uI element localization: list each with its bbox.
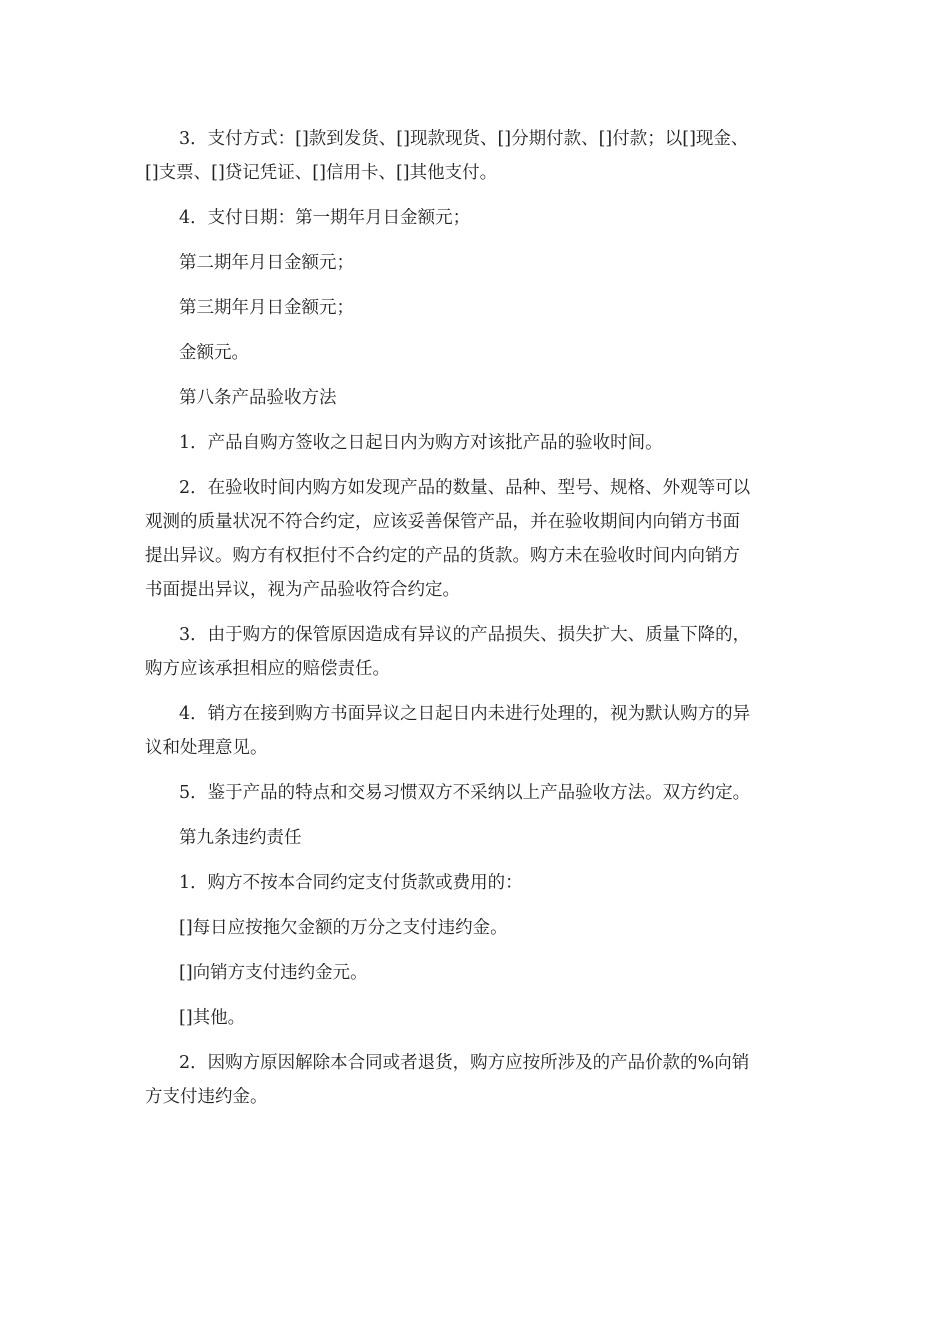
text-line: []其他。 [179,1008,246,1028]
text-line: 2．在验收时间内购方如发现产品的数量、品种、型号、规格、外观等可以 [179,478,751,498]
text-line: 1．产品自购方签收之日起日内为购方对该批产品的验收时间。 [179,433,663,453]
document-body [145,122,815,1125]
paragraph-inspection-objection [145,471,815,607]
text-line: 3．支付方式：[]款到发货、[]现款现货、[]分期付款、[]付款；以[]现金、 [179,129,749,149]
paragraph-buyer-default [145,866,815,900]
text-line: []支票、[]贷记凭证、[]信用卡、[]其他支付。 [145,163,498,183]
text-line: 议和处理意见。 [145,738,268,758]
option-daily-penalty [145,911,815,945]
text-line: 3．由于购方的保管原因造成有异议的产品损失、损失扩大、质量下降的， [179,625,751,645]
paragraph-termination-penalty [145,1046,815,1114]
text-line: 书面提出异议，视为产品验收符合约定。 [145,580,460,600]
text-line: 方支付违约金。 [145,1087,268,1107]
paragraph-amount [145,336,815,370]
paragraph-payment-date [145,201,815,235]
paragraph-seller-response [145,697,815,765]
text-line: []向销方支付违约金元。 [179,963,368,983]
text-line: []每日应按拖欠金额的万分之支付违约金。 [179,918,508,938]
text-line: 金额元。 [179,343,249,363]
text-line: 1．购方不按本合同约定支付货款或费用的： [179,873,523,893]
paragraph-payment-method [145,122,815,190]
section-heading: 第九条违约责任 [179,828,302,848]
text-line: 第三期年月日金额元； [179,298,354,318]
text-line: 4．销方在接到购方书面异议之日起日内未进行处理的，视为默认购方的异 [179,704,751,724]
text-line: 提出异议。购方有权拒付不合约定的产品的货款。购方未在验收时间内向销方 [145,546,740,566]
paragraph-inspection-time [145,426,815,460]
section-heading: 第八条产品验收方法 [179,388,337,408]
option-other [145,1001,815,1035]
paragraph-third-period [145,291,815,325]
paragraph-alternative-method [145,776,815,810]
option-fixed-penalty [145,956,815,990]
text-line: 5．鉴于产品的特点和交易习惯双方不采纳以上产品验收方法。双方约定。 [179,783,751,803]
section-heading-article-8 [145,381,815,415]
paragraph-storage-liability [145,618,815,686]
section-heading-article-9 [145,821,815,855]
text-line: 第二期年月日金额元； [179,253,354,273]
text-line: 4．支付日期：第一期年月日金额元； [179,208,471,228]
text-line: 购方应该承担相应的赔偿责任。 [145,659,390,679]
text-line: 2．因购方原因解除本合同或者退货，购方应按所涉及的产品价款的%向销 [179,1053,750,1073]
paragraph-second-period [145,246,815,280]
text-line: 观测的质量状况不符合约定，应该妥善保管产品，并在验收期间内向销方书面 [145,512,740,532]
